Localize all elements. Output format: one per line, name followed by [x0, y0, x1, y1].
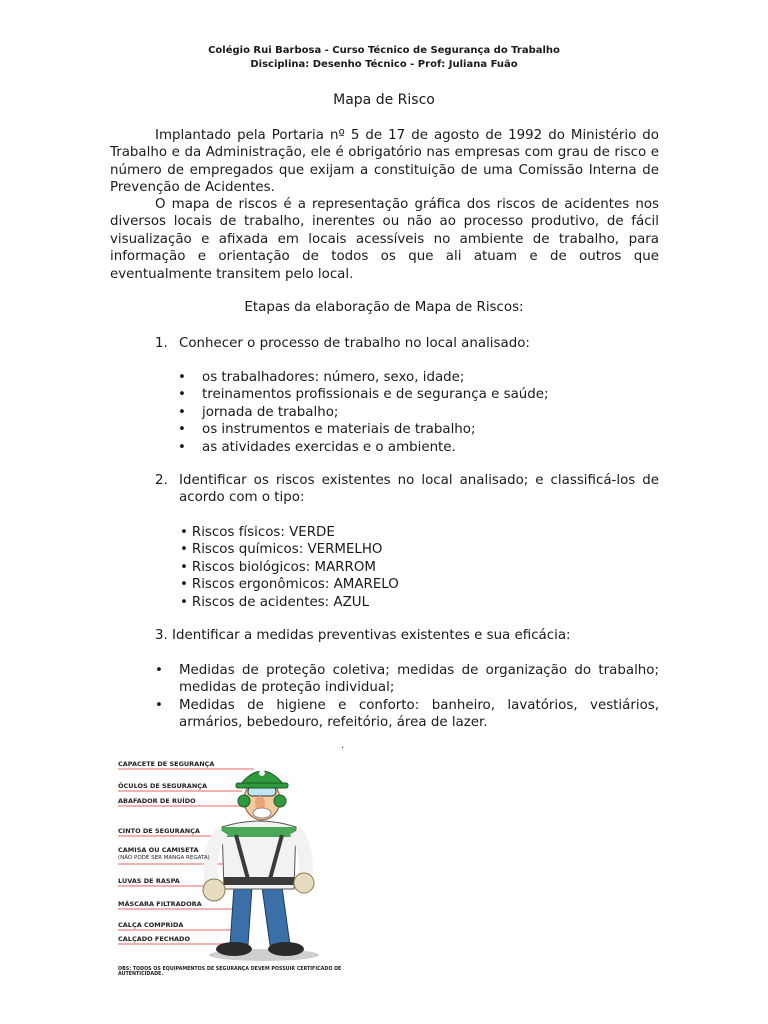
risk-biological: Riscos biológicos: MARROM — [191, 559, 376, 575]
list-item-text: Medidas de proteção coletiva; medidas de organização do trabalho; medidas de proteção individual; — [179, 663, 659, 696]
bullet-icon: • — [178, 404, 186, 420]
bullet-icon: • — [178, 370, 186, 385]
document-header — [0, 44, 768, 72]
label-safety-belt: CINTO DE SEGURANÇA — [118, 827, 200, 835]
helmet-brim — [236, 783, 288, 788]
list-item — [155, 697, 659, 732]
label-ear-muffs: ABAFADOR DE RUÍDO — [118, 797, 196, 805]
label-helmet: CAPACETE DE SEGURANÇA — [118, 760, 215, 768]
label-shirt: CAMISA OU CAMISETA — [118, 846, 199, 854]
list-item — [178, 439, 549, 456]
intro-paragraph-2-text: O mapa de riscos é a representação gráfica dos riscos de acidentes nos diversos locais de trabalho, inerentes ou não ao processo produtivo, de fácil visualização e afixada em locais acessíveis no ambiente de trabalho, para informação e orientação de todos os que ali atuam e de outros que eventualmente transitem pelo local. — [110, 197, 659, 282]
header-line-school: Colégio Rui Barbosa - Curso Técnico de Segurança do Trabalho — [208, 45, 560, 56]
list-item-text: as atividades exercidas e o ambiente. — [202, 439, 456, 455]
list-item — [180, 541, 399, 558]
label-gloves: LUVAS DE RASPA — [118, 877, 180, 885]
list-item — [178, 369, 549, 386]
risk-chemical: Riscos químicos: VERMELHO — [191, 542, 383, 558]
bullet-icon: • — [178, 387, 186, 403]
header-line-discipline: Disciplina: Desenho Técnico - Prof: Juliana Fuão — [250, 59, 518, 70]
stray-dot: . — [341, 740, 345, 751]
list-item — [180, 594, 399, 611]
helmet-logo — [259, 770, 265, 776]
bullet-icon: • — [180, 594, 188, 610]
label-goggles: ÓCULOS DE SEGURANÇA — [118, 782, 208, 790]
bullet-icon: • — [155, 663, 163, 678]
step-2 — [155, 472, 659, 507]
bullet-icon: • — [180, 525, 188, 540]
risk-color-list — [180, 524, 399, 611]
bullet-icon: • — [180, 559, 188, 575]
shirt-collar — [222, 827, 296, 837]
label-shirt-note: (NÃO PODE SER MANGA REGATA) — [118, 855, 210, 861]
intro-paragraph-2 — [110, 196, 659, 283]
list-item — [180, 559, 399, 576]
right-leg — [262, 887, 290, 945]
left-glove — [203, 879, 225, 901]
bullet-icon: • — [180, 577, 188, 593]
list-item — [178, 386, 549, 403]
steps-heading: Etapas da elaboração de Mapa de Riscos: — [244, 300, 524, 315]
ear-muff-right — [274, 795, 286, 807]
list-item — [155, 662, 659, 697]
risk-accident: Riscos de acidentes: AZUL — [191, 594, 370, 610]
list-item — [180, 576, 399, 593]
step-3-measures-list — [155, 662, 659, 732]
bullet-icon: • — [178, 439, 186, 455]
intro-paragraph-1 — [110, 127, 659, 197]
risk-physical: Riscos físicos: VERDE — [191, 525, 335, 540]
list-item — [180, 524, 399, 541]
list-item-text: Medidas de higiene e conforto: banheiro, lavatórios, vestiários, armários, bebedouro, refeitório, área de lazer. — [179, 697, 659, 731]
step-1 — [155, 335, 659, 352]
figure-note: OBS: TODOS OS EQUIPAMENTOS DE SEGURANÇA DEVEM POSSUIR CERTIFICADO DE AUTENTICIDADE. — [118, 967, 342, 977]
label-mask: MÁSCARA FILTRADORA — [118, 900, 202, 908]
list-item — [178, 404, 549, 421]
step-1-number: 1. — [155, 336, 168, 351]
step-1-bullet-list — [178, 369, 549, 456]
left-shoe — [216, 942, 252, 956]
list-item — [178, 421, 549, 438]
risk-ergonomic: Riscos ergonômicos: AMARELO — [191, 577, 399, 593]
bullet-icon: • — [180, 542, 188, 558]
right-shoe — [268, 942, 304, 956]
step-1-text: Conhecer o processo de trabalho no local analisado: — [179, 336, 530, 351]
ppe-worker-illustration — [114, 755, 346, 980]
step-2-number: 2. — [155, 473, 168, 488]
list-item-text: treinamentos profissionais e de segurança e saúde; — [202, 387, 549, 403]
right-arm — [296, 831, 306, 879]
page-title: Mapa de Risco — [333, 92, 435, 108]
filter-mask — [253, 808, 271, 818]
bullet-icon: • — [155, 697, 163, 713]
list-item-text: os trabalhadores: número, sexo, idade; — [202, 370, 465, 385]
step-3-text: 3. Identificar a medidas preventivas existentes e sua eficácia: — [155, 628, 571, 643]
right-glove — [294, 873, 314, 893]
ear-muff-left — [238, 795, 250, 807]
left-leg — [230, 887, 252, 945]
label-pants: CALÇA COMPRIDA — [118, 921, 184, 929]
safety-belt — [224, 877, 294, 885]
bullet-icon: • — [178, 422, 186, 438]
label-shoes: CALÇADO FECHADO — [118, 935, 190, 943]
step-2-text: Identificar os riscos existentes no local analisado; e classificá-los de acordo com o tipo: — [179, 473, 659, 506]
list-item-text: jornada de trabalho; — [202, 404, 339, 420]
intro-paragraph-1-text: Implantado pela Portaria nº 5 de 17 de agosto de 1992 do Ministério do Trabalho e da Administração, ele é obrigatório nas empresas com grau de risco e número de empregados que exijam a constituição de uma Comissão Interna de Prevenção de Acidentes. — [110, 128, 659, 196]
list-item-text: os instrumentos e materiais de trabalho; — [202, 422, 476, 438]
left-arm — [210, 831, 222, 883]
